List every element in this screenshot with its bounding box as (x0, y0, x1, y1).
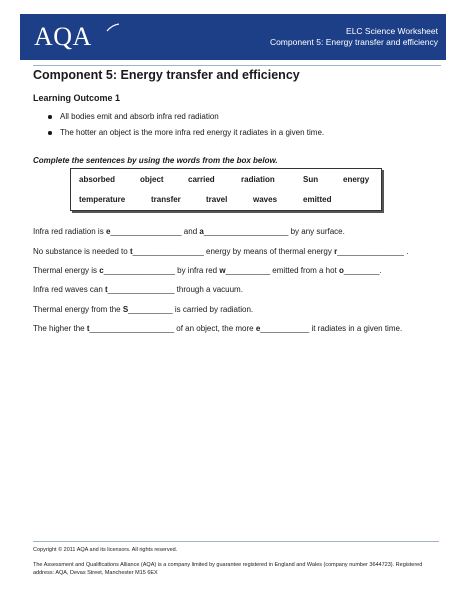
word-waves: waves (253, 195, 278, 204)
word-object: object (140, 175, 164, 184)
word-box (70, 168, 382, 211)
bullet-list (33, 112, 324, 144)
word-radiation: radiation (241, 175, 275, 184)
bullet-text: All bodies emit and absorb infra red radiation (60, 112, 219, 121)
bullet-icon (48, 131, 52, 135)
word-sun: Sun (303, 175, 319, 184)
word-temperature: temperature (79, 195, 126, 204)
copyright-text: Copyright © 2011 AQA and its licensors. All rights reserved. (33, 547, 178, 553)
sentence-6: The higher the t___________________ of an object, the more e___________ it radiates in a given time. (33, 324, 403, 333)
bullet-text: The hotter an object is the more infra red energy it radiates in a given time. (60, 128, 325, 137)
word-absorbed: absorbed (79, 175, 116, 184)
aqa-logo: AQA (34, 22, 92, 51)
header-line-1: ELC Science Worksheet (346, 26, 438, 36)
sentence-1: Infra red radiation is e________________ and a___________________ by any surface. (33, 227, 345, 236)
instruction-text: Complete the sentences by using the words from the box below. (33, 156, 278, 165)
learning-outcome-heading: Learning Outcome 1 (33, 93, 121, 103)
bullet-item (33, 128, 324, 144)
header-info (270, 26, 438, 48)
sentence-3: Thermal energy is c________________ by infra red w__________ emitted from a hot o________. (33, 266, 382, 275)
word-travel: travel (206, 195, 228, 204)
page-header (20, 14, 446, 60)
bullet-item (33, 112, 324, 128)
footer-rule (33, 541, 439, 542)
word-transfer: transfer (151, 195, 181, 204)
sentence-2: No substance is needed to t________________ energy by means of thermal energy r_______________ . (33, 247, 409, 256)
bullet-icon (48, 115, 52, 119)
sentence-4: Infra red waves can t_______________ through a vacuum. (33, 285, 243, 294)
word-carried: carried (188, 175, 215, 184)
legal-text: The Assessment and Qualifications Alliance (AQA) is a company limited by guarantee registered in England and Wales (company number 3644723). Registered address: AQA, Devas Street, Manchester M15 6EX (33, 562, 423, 576)
header-rule (33, 65, 441, 66)
header-line-2: Component 5: Energy transfer and efficiency (269, 37, 438, 47)
word-emitted: emitted (303, 195, 332, 204)
word-energy: energy (343, 175, 370, 184)
logo-swoosh-icon (106, 23, 120, 33)
sentence-5: Thermal energy from the S__________ is carried by radiation. (33, 305, 254, 314)
page-title: Component 5: Energy transfer and efficiency (33, 68, 300, 82)
